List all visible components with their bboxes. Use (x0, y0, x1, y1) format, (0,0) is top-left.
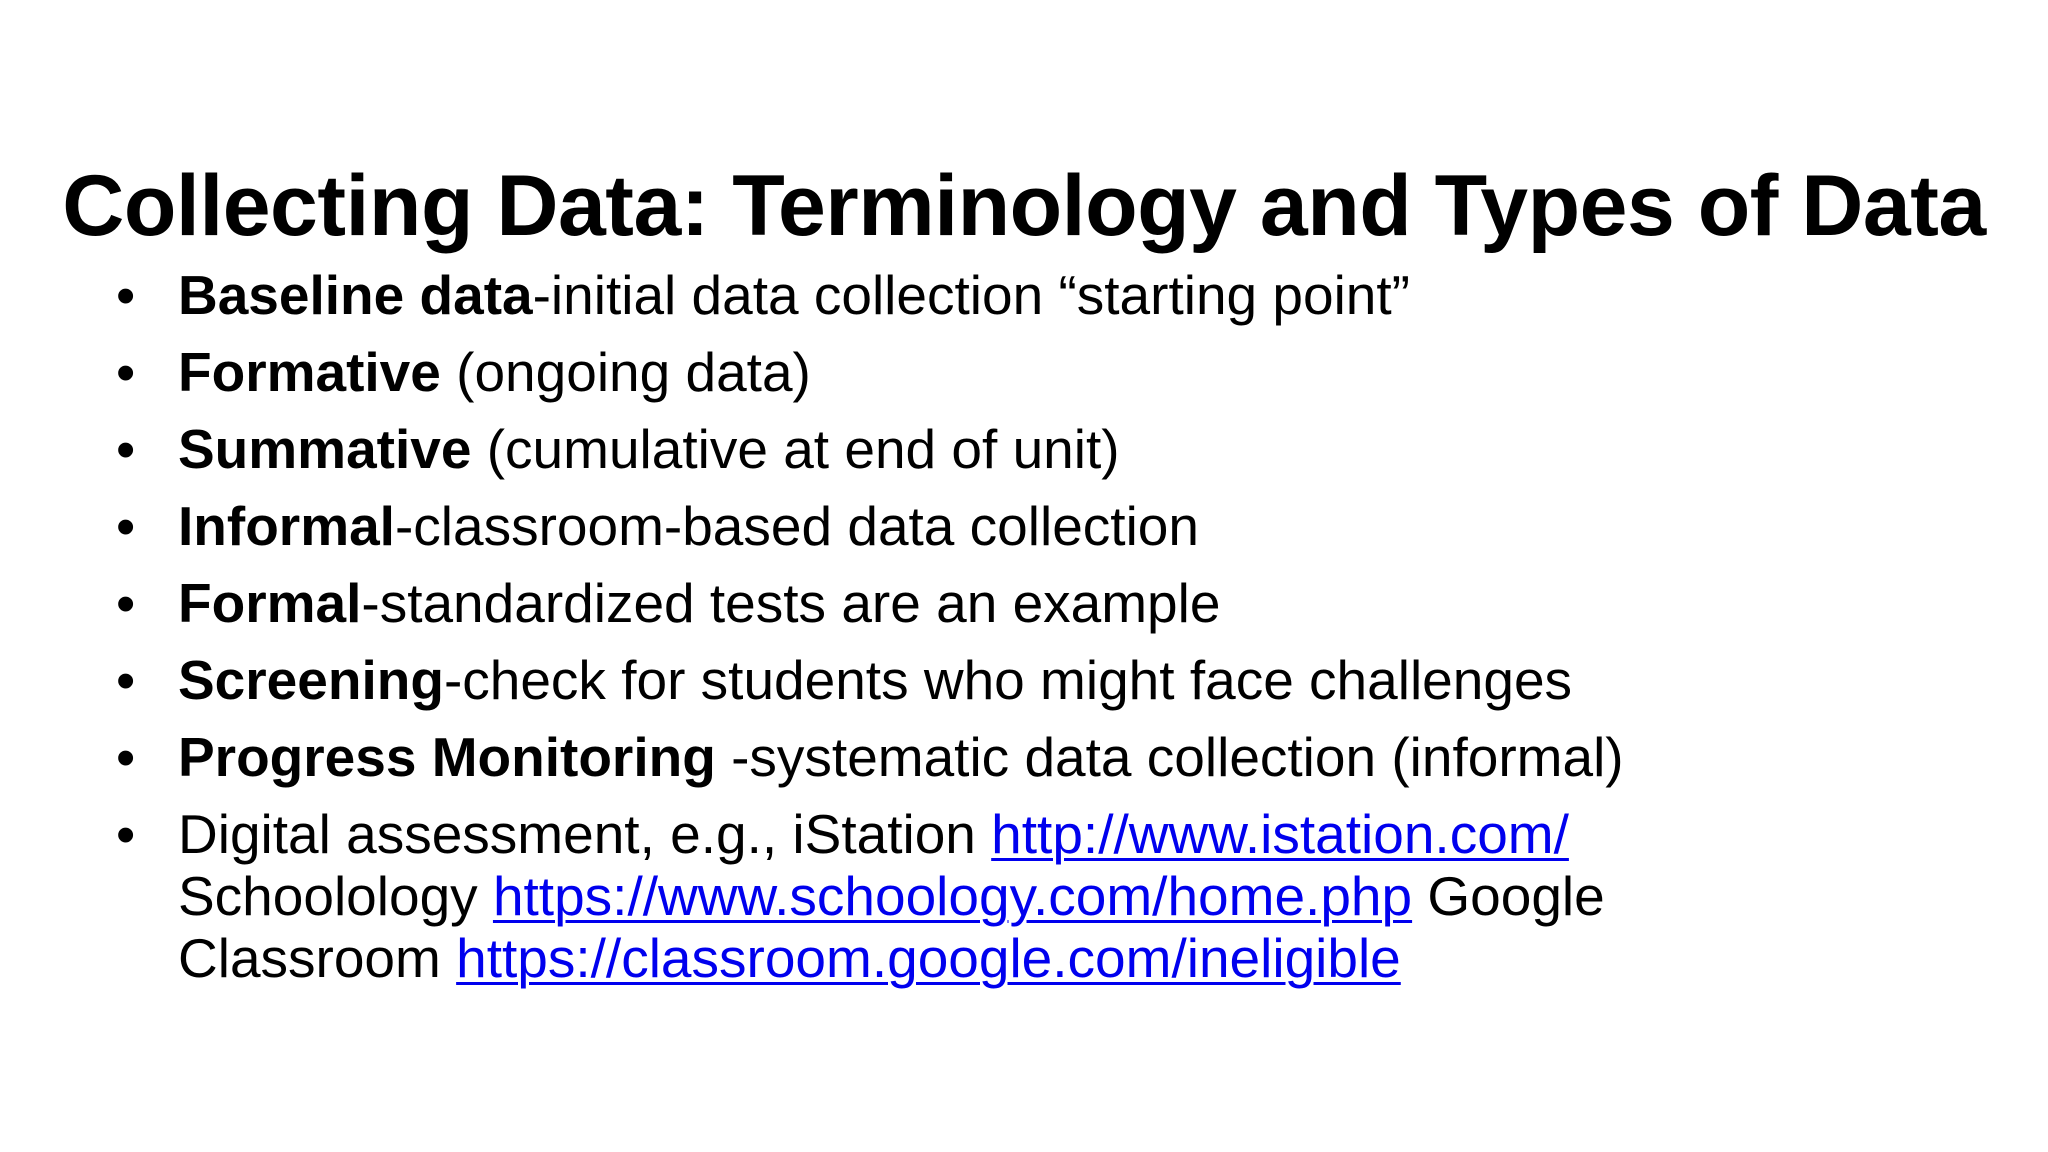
istation-link[interactable]: http://www.istation.com/ (991, 803, 1569, 865)
bullet-text: -check for students who might face challenges (443, 649, 1573, 711)
bullet-list (116, 264, 1996, 1004)
bullet-dot-icon: • (116, 649, 136, 711)
google-classroom-link[interactable]: https://classroom.google.com/ineligible (456, 927, 1401, 989)
bullet-baseline-data (116, 264, 1996, 326)
bullet-term: Progress Monitoring (178, 726, 716, 788)
bullet-text: (ongoing data) (440, 341, 811, 403)
bullet-dot-icon: • (116, 726, 136, 788)
digital-intro-text: Digital assessment, e.g., iStation (178, 803, 992, 865)
bullet-term: Baseline data (178, 264, 533, 326)
bullet-formal (116, 572, 1996, 634)
bullet-digital-assessment (116, 803, 1868, 989)
bullet-text: (cumulative at end of unit) (471, 418, 1120, 480)
google-classroom-label: Google Classroom (178, 865, 1605, 989)
bullet-text: -classroom-based data collection (394, 495, 1199, 557)
bullet-term: Informal (178, 495, 395, 557)
bullet-term: Screening (178, 649, 444, 711)
bullet-dot-icon: • (116, 495, 136, 557)
bullet-summative (116, 418, 1996, 480)
bullet-text: -standardized tests are an example (361, 572, 1221, 634)
bullet-formative (116, 341, 1996, 403)
bullet-term: Formative (178, 341, 441, 403)
schoology-link[interactable]: https://www.schoology.com/home.php (492, 865, 1413, 927)
bullet-screening (116, 649, 1996, 711)
bullet-dot-icon: • (116, 418, 136, 480)
bullet-term: Formal (178, 572, 362, 634)
bullet-dot-icon: • (116, 803, 136, 865)
bullet-term: Summative (178, 418, 472, 480)
bullet-dot-icon: • (116, 264, 136, 326)
bullet-progress-monitoring (116, 726, 1996, 788)
bullet-dot-icon: • (116, 341, 136, 403)
slide-title: Collecting Data: Terminology and Types of Data (62, 157, 1986, 254)
bullet-dot-icon: • (116, 572, 136, 634)
bullet-text: -initial data collection “starting point” (532, 264, 1410, 326)
bullet-text: -systematic data collection (informal) (715, 726, 1624, 788)
bullet-informal (116, 495, 1996, 557)
schoolology-label: Schoolology (178, 865, 493, 927)
